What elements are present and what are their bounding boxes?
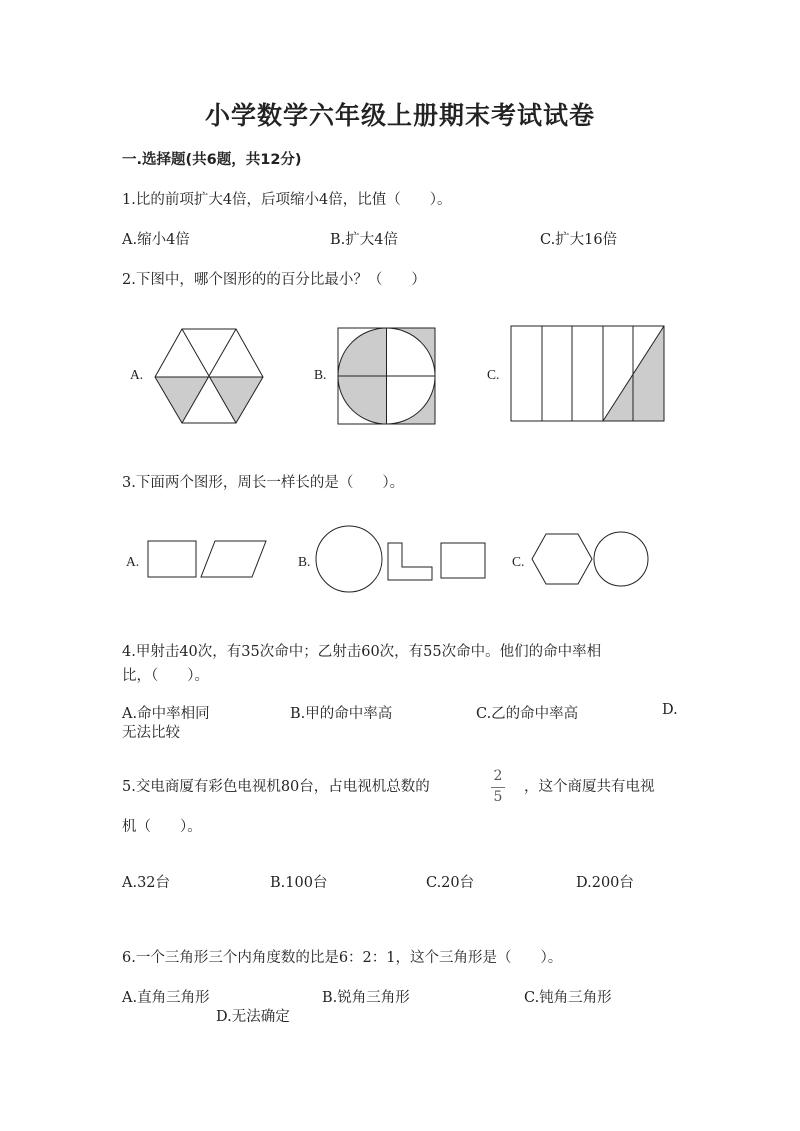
q3a-rectangle — [148, 541, 196, 577]
q2-hexagon-figure — [150, 327, 270, 425]
q6-option-c: C.钝角三角形 — [524, 990, 612, 1006]
shaded-corner-top-right — [387, 328, 436, 376]
q3-figures — [140, 520, 660, 600]
question-5-stem-part1: 5.交电商厦有彩色电视机80台，占电视机总数的 — [122, 779, 430, 795]
q3-label-b: B. — [298, 554, 311, 569]
fraction-bar — [491, 787, 505, 788]
question-5-stem-part2: ，这个商厦共有电视 — [524, 779, 655, 795]
q3b-l-shape — [388, 543, 432, 580]
section-heading: 一.选择题(共6题，共12分) — [122, 152, 302, 168]
shaded-left-lower-quarter — [338, 376, 387, 424]
q2-strip-rectangle-figure — [508, 322, 668, 424]
fraction-numerator: 2 — [493, 768, 503, 784]
q3b-rectangle — [441, 543, 485, 578]
question-1-stem: 1.比的前项扩大4倍，后项缩小4倍，比值（ ）。 — [122, 192, 452, 208]
q4-option-b: B.甲的命中率高 — [290, 706, 393, 722]
q3c-circle — [594, 532, 648, 586]
shaded-left-upper-quarter — [338, 328, 387, 376]
q2-circle-square-figure — [336, 326, 438, 426]
q2-label-a: A. — [130, 367, 144, 382]
q4-option-a: A.命中率相同 — [122, 706, 210, 722]
q5-option-b: B.100台 — [270, 875, 328, 891]
q6-option-d: D.无法确定 — [216, 1009, 290, 1025]
q4-option-c: C.乙的命中率高 — [476, 706, 579, 722]
question-5-stem-line2: 机（ ）。 — [122, 819, 202, 835]
question-3-stem: 3.下面两个图形，周长一样长的是（ ）。 — [122, 475, 405, 491]
q2-label-b: B. — [314, 367, 327, 382]
hexagon-shaded-triangle-1 — [155, 377, 209, 423]
q6-option-b: B.锐角三角形 — [322, 990, 410, 1006]
page-title: 小学数学六年级上册期末考试试卷 — [204, 101, 595, 130]
q2-label-c: C. — [487, 367, 500, 382]
q6-option-a: A.直角三角形 — [122, 990, 210, 1006]
q3-label-c: C. — [512, 554, 525, 569]
q5-option-a: A.32台 — [122, 875, 171, 891]
q5-option-d: D.200台 — [576, 875, 634, 891]
q1-option-c: C.扩大16倍 — [540, 232, 618, 248]
fraction-denominator: 5 — [493, 789, 503, 805]
shaded-corner-bottom-right — [387, 376, 436, 424]
q1-option-b: B.扩大4倍 — [330, 232, 398, 248]
hexagon-shaded-triangle-2 — [209, 377, 263, 423]
question-4-stem-line1: 4.甲射击40次，有35次命中；乙射击60次，有55次命中。他们的命中率相 — [122, 644, 602, 660]
q3a-parallelogram — [201, 541, 266, 577]
question-6-stem: 6.一个三角形三个内角度数的比是6：2：1，这个三角形是（ ）。 — [122, 950, 563, 966]
q1-option-a: A.缩小4倍 — [122, 232, 190, 248]
q3-label-a: A. — [126, 554, 140, 569]
question-4-stem-line2: 比，（ ）。 — [122, 668, 209, 684]
q3c-hexagon — [532, 534, 592, 584]
q5-option-c: C.20台 — [426, 875, 475, 891]
q4-option-d-continued: 无法比较 — [122, 725, 180, 741]
q4-option-d: D. — [662, 702, 678, 718]
q3b-circle — [316, 526, 382, 592]
question-2-stem: 2.下图中，哪个图形的的百分比最小？（ ） — [122, 272, 426, 288]
